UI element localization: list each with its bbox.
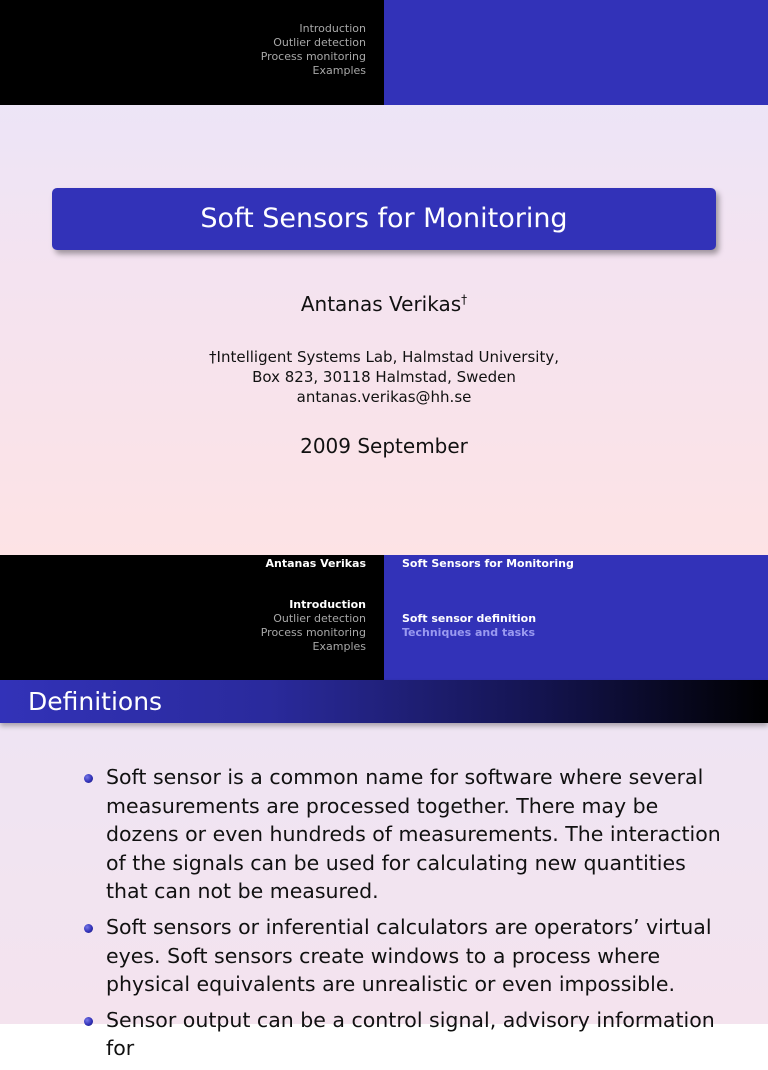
bullet-icon [84, 774, 93, 783]
subsection-item-techniques-and-tasks[interactable]: Techniques and tasks [402, 626, 536, 639]
nav-item-examples[interactable]: Examples [312, 64, 366, 77]
institute-block [0, 347, 768, 407]
bullet-list [84, 763, 724, 1070]
nav-item-outlier-detection[interactable]: Outlier detection [273, 36, 366, 49]
bullet-text: Soft sensor is a common name for software where several measurements are processed together. There may be dozens or even hundreds of measurements. The interaction of the signals can be used for calculating new quantities that can not be measured. [106, 765, 721, 904]
header-nav-panel [0, 0, 384, 105]
nav-item-introduction[interactable]: Introduction [289, 598, 366, 611]
definitions-slide [0, 555, 768, 1061]
nav-item-introduction[interactable]: Introduction [299, 22, 366, 35]
author-name: Antanas Verikas [300, 292, 462, 316]
nav-item-examples[interactable]: Examples [312, 640, 366, 653]
nav-item-process-monitoring[interactable]: Process monitoring [260, 50, 366, 63]
email-line: antanas.verikas@hh.se [296, 388, 472, 406]
list-item [84, 763, 724, 906]
author-line [0, 292, 768, 316]
institute-line: †Intelligent Systems Lab, Halmstad University, [209, 348, 559, 366]
presentation-title: Soft Sensors for Monitoring [52, 188, 716, 250]
section-nav [261, 22, 366, 78]
frame-title: Definitions [28, 687, 163, 716]
nav-item-outlier-detection[interactable]: Outlier detection [273, 612, 366, 625]
subsection-nav [402, 612, 536, 640]
bullet-text: Soft sensors or inferential calculators are operators’ virtual eyes. Soft sensors create windows to a process where physical equivalents are unrealistic or even impossible. [106, 914, 712, 997]
bullet-text: Sensor output can be a control signal, advisory information for [106, 1007, 715, 1061]
address-line: Box 823, 30118 Halmstad, Sweden [252, 368, 516, 386]
bullet-icon [84, 924, 93, 933]
header-right-panel [384, 555, 768, 680]
author-footnote-mark: † [461, 292, 468, 307]
header-right-panel [384, 0, 768, 105]
bullet-icon [84, 1017, 93, 1026]
frame-title-bar [0, 680, 768, 723]
subsection-item-soft-sensor-definition[interactable]: Soft sensor definition [402, 612, 537, 625]
nav-item-process-monitoring[interactable]: Process monitoring [260, 626, 366, 639]
presentation-date: 2009 September [300, 434, 468, 458]
header-title: Soft Sensors for Monitoring [402, 557, 574, 570]
header-author: Antanas Verikas [265, 557, 366, 570]
section-nav [261, 598, 366, 654]
header-nav-panel [0, 555, 384, 680]
list-item [84, 913, 724, 999]
list-item [84, 1006, 724, 1063]
